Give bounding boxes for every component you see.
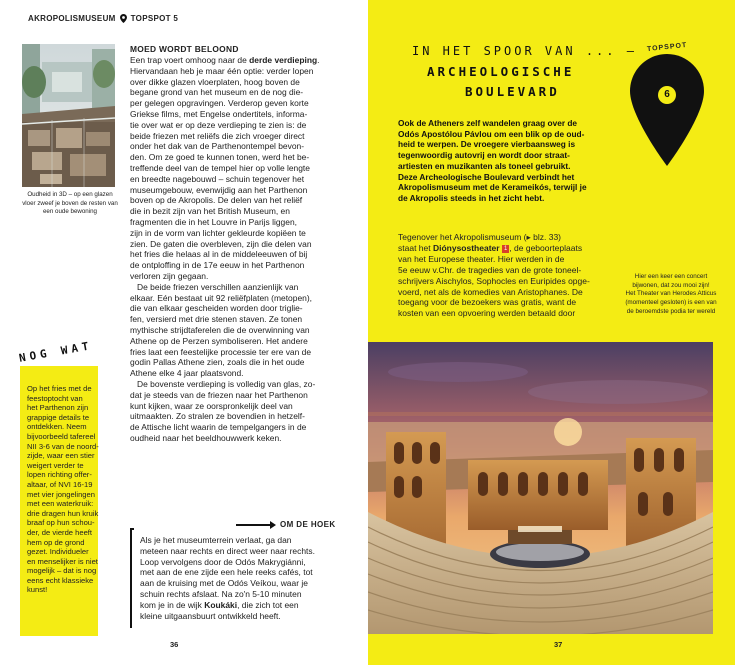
text-line: Athene op de Perzen symboliseren. Het andere	[130, 335, 308, 346]
main-text-column	[130, 44, 340, 444]
running-header	[28, 14, 178, 23]
text-line: ontdekken. Neem	[27, 422, 87, 432]
text-line: mythische strijdtaferelen die de overwinning van	[130, 324, 310, 335]
caption-line: (momenteel gesloten) is een van	[625, 299, 717, 307]
text-line: elkaar. Eén bestaat uit 92 reliëfplaten (metopen),	[130, 292, 312, 303]
text-line: Deze Archeologische Boulevard verbindt het	[398, 171, 575, 182]
text-line: De bovenste verdieping is volledig van glas, zo-	[130, 378, 316, 389]
text-line: Athene elke 4 jaar plaatsvond.	[130, 368, 244, 379]
text-line: heid te werpen. De vroegere vierbaansweg is	[398, 139, 576, 150]
text-line: Als je het museumterrein verlaat, ga dan	[140, 535, 292, 545]
text-line: voerd, net als de komedies van Aristophanes. De	[398, 286, 583, 297]
text-line: bijvoorbeeld tafereel	[27, 431, 96, 441]
text-line: fries laat een feestelijke processie ter ere van de	[130, 346, 312, 357]
text-line: en breedte nagebouwd – schuin tegenover het	[130, 173, 305, 184]
text-line: dat je steeds van de friezen naar het Parthenon	[130, 389, 308, 400]
text-line: treffende deel van de tempel hier op volle lengte	[130, 162, 310, 173]
text-line: boven op de Akropolis. De delen van het reliëf	[130, 195, 303, 206]
text-line: meteen naar rechts en direct weer naar rechts.	[140, 545, 315, 556]
text-line: die in bezit zijn van het British Museum, en	[130, 206, 290, 217]
text-line: eens echt klassieke	[27, 575, 94, 585]
text-line: drie dragen hun kruik	[27, 508, 99, 518]
caption-line: Hier een keer een concert	[634, 273, 708, 280]
caption-line: een oude bewoning	[42, 208, 98, 216]
caption-line: bijwonen, dat zou mooi zijn!	[632, 281, 710, 289]
text-line: Tegenover het Akropolismuseum (▸ blz. 33)	[398, 232, 562, 242]
text-line: weigert verder te	[27, 460, 84, 470]
text-line: onder het dak van de Parthenontempel bevon-	[130, 141, 305, 152]
text-line	[140, 600, 350, 611]
text-line: toegang voor de bezoekers was gratis, want de	[398, 297, 577, 308]
caption-line: Het Theater van Herodes Atticus	[625, 290, 717, 298]
text-line: Odós Apostólou Pávlou om een blik op de oud-	[398, 128, 585, 139]
page-number-left: 36	[170, 640, 179, 649]
page-number-right: 37	[554, 640, 563, 649]
text-line: mogelijk – dat is nog	[27, 566, 97, 576]
main-body-text	[130, 55, 340, 444]
text-line: De beide friezen verschillen aanzienlijk van	[130, 281, 299, 292]
text-line: uitmaakten. Zo stralen ze bovendien in hetzelf-	[130, 411, 305, 422]
text-line: zijde, waar een stier	[27, 451, 95, 461]
text-line: beide friezen met reliëfs die zich vroeger direct	[130, 130, 305, 141]
text-line: aan de kruising met de Odós Veíkou, waar je	[140, 578, 308, 589]
text-line: kunst!	[27, 585, 48, 595]
text-line: feestoptocht van	[27, 393, 83, 403]
section-title: MOED WORDT BELOOND	[130, 44, 239, 54]
text-line: verloren zijn gegaan.	[130, 270, 209, 281]
caption-line: Oudheid in 3D – op een glazen	[27, 191, 113, 198]
text-line: oudheid naar het beeldhouwwerk keken.	[130, 432, 282, 443]
text-line: met een waterkruik:	[27, 499, 94, 509]
museum-photo-caption	[22, 191, 118, 217]
text-line: Op het fries met de	[27, 384, 92, 393]
header-museum: AKROPOLISMUSEUM	[28, 14, 116, 23]
text-line: kleine uitgaansbuurt ontwikkeld heeft.	[140, 610, 281, 621]
text-line: lopen richting offer-	[27, 470, 92, 480]
text-line: schrijvers Aischylos, Sophocles en Euripides opge-	[398, 275, 590, 286]
theater-photo-caption	[612, 273, 730, 317]
text-line: braaf op hun schou-	[27, 518, 95, 528]
text-line: grappige details te	[27, 412, 90, 422]
topspot-number: 6	[658, 86, 676, 104]
text-line: Griekse films, met Engelse ondertitels, informa-	[130, 108, 308, 119]
text-line: NII 3-6 van de noord-	[27, 441, 99, 451]
theater-photo	[368, 342, 713, 634]
right-body-text	[398, 232, 618, 319]
om-de-hoek-bracket	[130, 528, 132, 628]
caption-line: de beroemdste podia ter wereld	[626, 307, 716, 315]
arrow-right-icon	[270, 521, 276, 529]
bold-term: derde verdieping	[249, 55, 318, 65]
text-run: , die zich tot een	[237, 599, 299, 610]
text-line: hem op de grond	[27, 537, 85, 547]
heading-line-1: IN HET SPOOR VAN ... –	[412, 44, 637, 58]
nog-wat-title: NOG WAT	[18, 339, 94, 365]
caption-line: vloer zweef je boven de resten van	[22, 199, 118, 207]
text-line: zijn in de vorm van lichter gekleurde kopiëen te	[130, 227, 306, 238]
text-line: de ontploffing in de 17e eeuw in het Parthenon	[130, 260, 305, 271]
text-line: tegenwoordig autovrij en wordt door straat-	[398, 150, 570, 161]
text-line: over dikke glazen vloerplaten, hoog boven de	[130, 76, 300, 87]
museum-interior-photo	[22, 44, 115, 187]
text-line: altaar, of NVI 16-19	[27, 479, 93, 489]
nog-wat-text	[27, 384, 97, 595]
text-line	[130, 55, 340, 66]
heading-line-3: BOULEVARD	[465, 84, 560, 99]
text-line: de Attische licht waarin de tempelgangers in de	[130, 422, 307, 433]
text-line: Akropolismuseum met de Kerameikós, terwijl je	[398, 182, 587, 193]
text-run: staat het	[398, 242, 433, 253]
bold-term: Koukáki	[204, 599, 238, 610]
text-run: kom je in de wijk	[140, 599, 205, 610]
text-line: met vier jongelingen	[27, 489, 95, 499]
topspot-label: TOPSPOT	[646, 41, 688, 54]
text-line: Loop vervolgens door de Odós Makrygiánni,	[140, 556, 306, 567]
text-line: tie over wat er op deze verdieping te zien is: de	[130, 119, 307, 130]
heading-line-2: ARCHEOLOGISCHE	[427, 64, 575, 79]
text-line: de Akropolis steeds in het zicht hebt.	[398, 192, 545, 203]
text-line: van het Europese theater. Hier werden in de	[398, 253, 565, 264]
text-line: en menselijker is niet	[27, 556, 98, 566]
text-line: begane grond van het museum en de nog die-	[130, 87, 304, 98]
bold-term: Diónysostheater	[432, 242, 500, 253]
text-line: schuin rechts afslaat. Na zo'n 5-10 minuten	[140, 588, 302, 599]
map-marker-icon	[630, 54, 704, 166]
text-run: .	[317, 55, 320, 65]
text-line: Ook de Atheners zelf wandelen graag over de	[398, 118, 578, 128]
om-de-hoek-bracket-tick	[130, 528, 134, 530]
text-run: , de geboorteplaats	[509, 242, 583, 253]
text-line: kosten van een opvoering werden betaald door	[398, 308, 576, 319]
text-line: per gelegen opgravingen. Verderop geven korte	[130, 98, 309, 109]
text-line: zien. De gaten die overbleven, zijn die delen van	[130, 238, 312, 249]
location-pin-icon	[120, 14, 127, 23]
text-line: gezet. Individueler	[27, 547, 89, 557]
text-line: kunt kijken, waar ze oorspronkelijk deel van	[130, 400, 293, 411]
text-line: fen, versierd met drie stenen staven. Ze tonen	[130, 314, 303, 325]
text-line: godin Pallas Athene zien, zoals die in het oude	[130, 357, 305, 368]
om-de-hoek-text	[140, 535, 350, 621]
text-line	[398, 243, 618, 254]
text-line: museumgebouw, evenwijdig aan het Parthenon	[130, 184, 308, 195]
om-de-hoek-rule	[236, 524, 270, 526]
text-line: artiesten en muzikanten als toneel gebruikt.	[398, 160, 571, 171]
text-line: het Parthenon zijn	[27, 403, 89, 413]
text-line: fragmenten die in het Louvre in Parijs liggen,	[130, 216, 297, 227]
intro-text	[398, 118, 618, 204]
text-line: der, de vierde heeft	[27, 527, 93, 537]
text-line: Hiervandaan heb je maar één optie: verder lopen	[130, 65, 314, 76]
text-line: 5e eeuw v.Chr. de tragedies van de grote toneel-	[398, 264, 582, 275]
text-line: met aan de ene zijde een hele reeks cafés, tot	[140, 567, 313, 578]
header-topspot: TOPSPOT 5	[130, 14, 179, 23]
text-line: het fries die helaas al in de middeleeuwen of bij	[130, 249, 308, 260]
text-line: die van elkaar gescheiden worden door triglie-	[130, 303, 303, 314]
om-de-hoek-title: OM DE HOEK	[280, 520, 336, 529]
location-number-badge: 1	[503, 245, 508, 252]
text-run: Een trap voert omhoog naar de	[130, 55, 250, 65]
text-line: den. Om ze goed te kunnen tonen, werd het be-	[130, 152, 310, 163]
